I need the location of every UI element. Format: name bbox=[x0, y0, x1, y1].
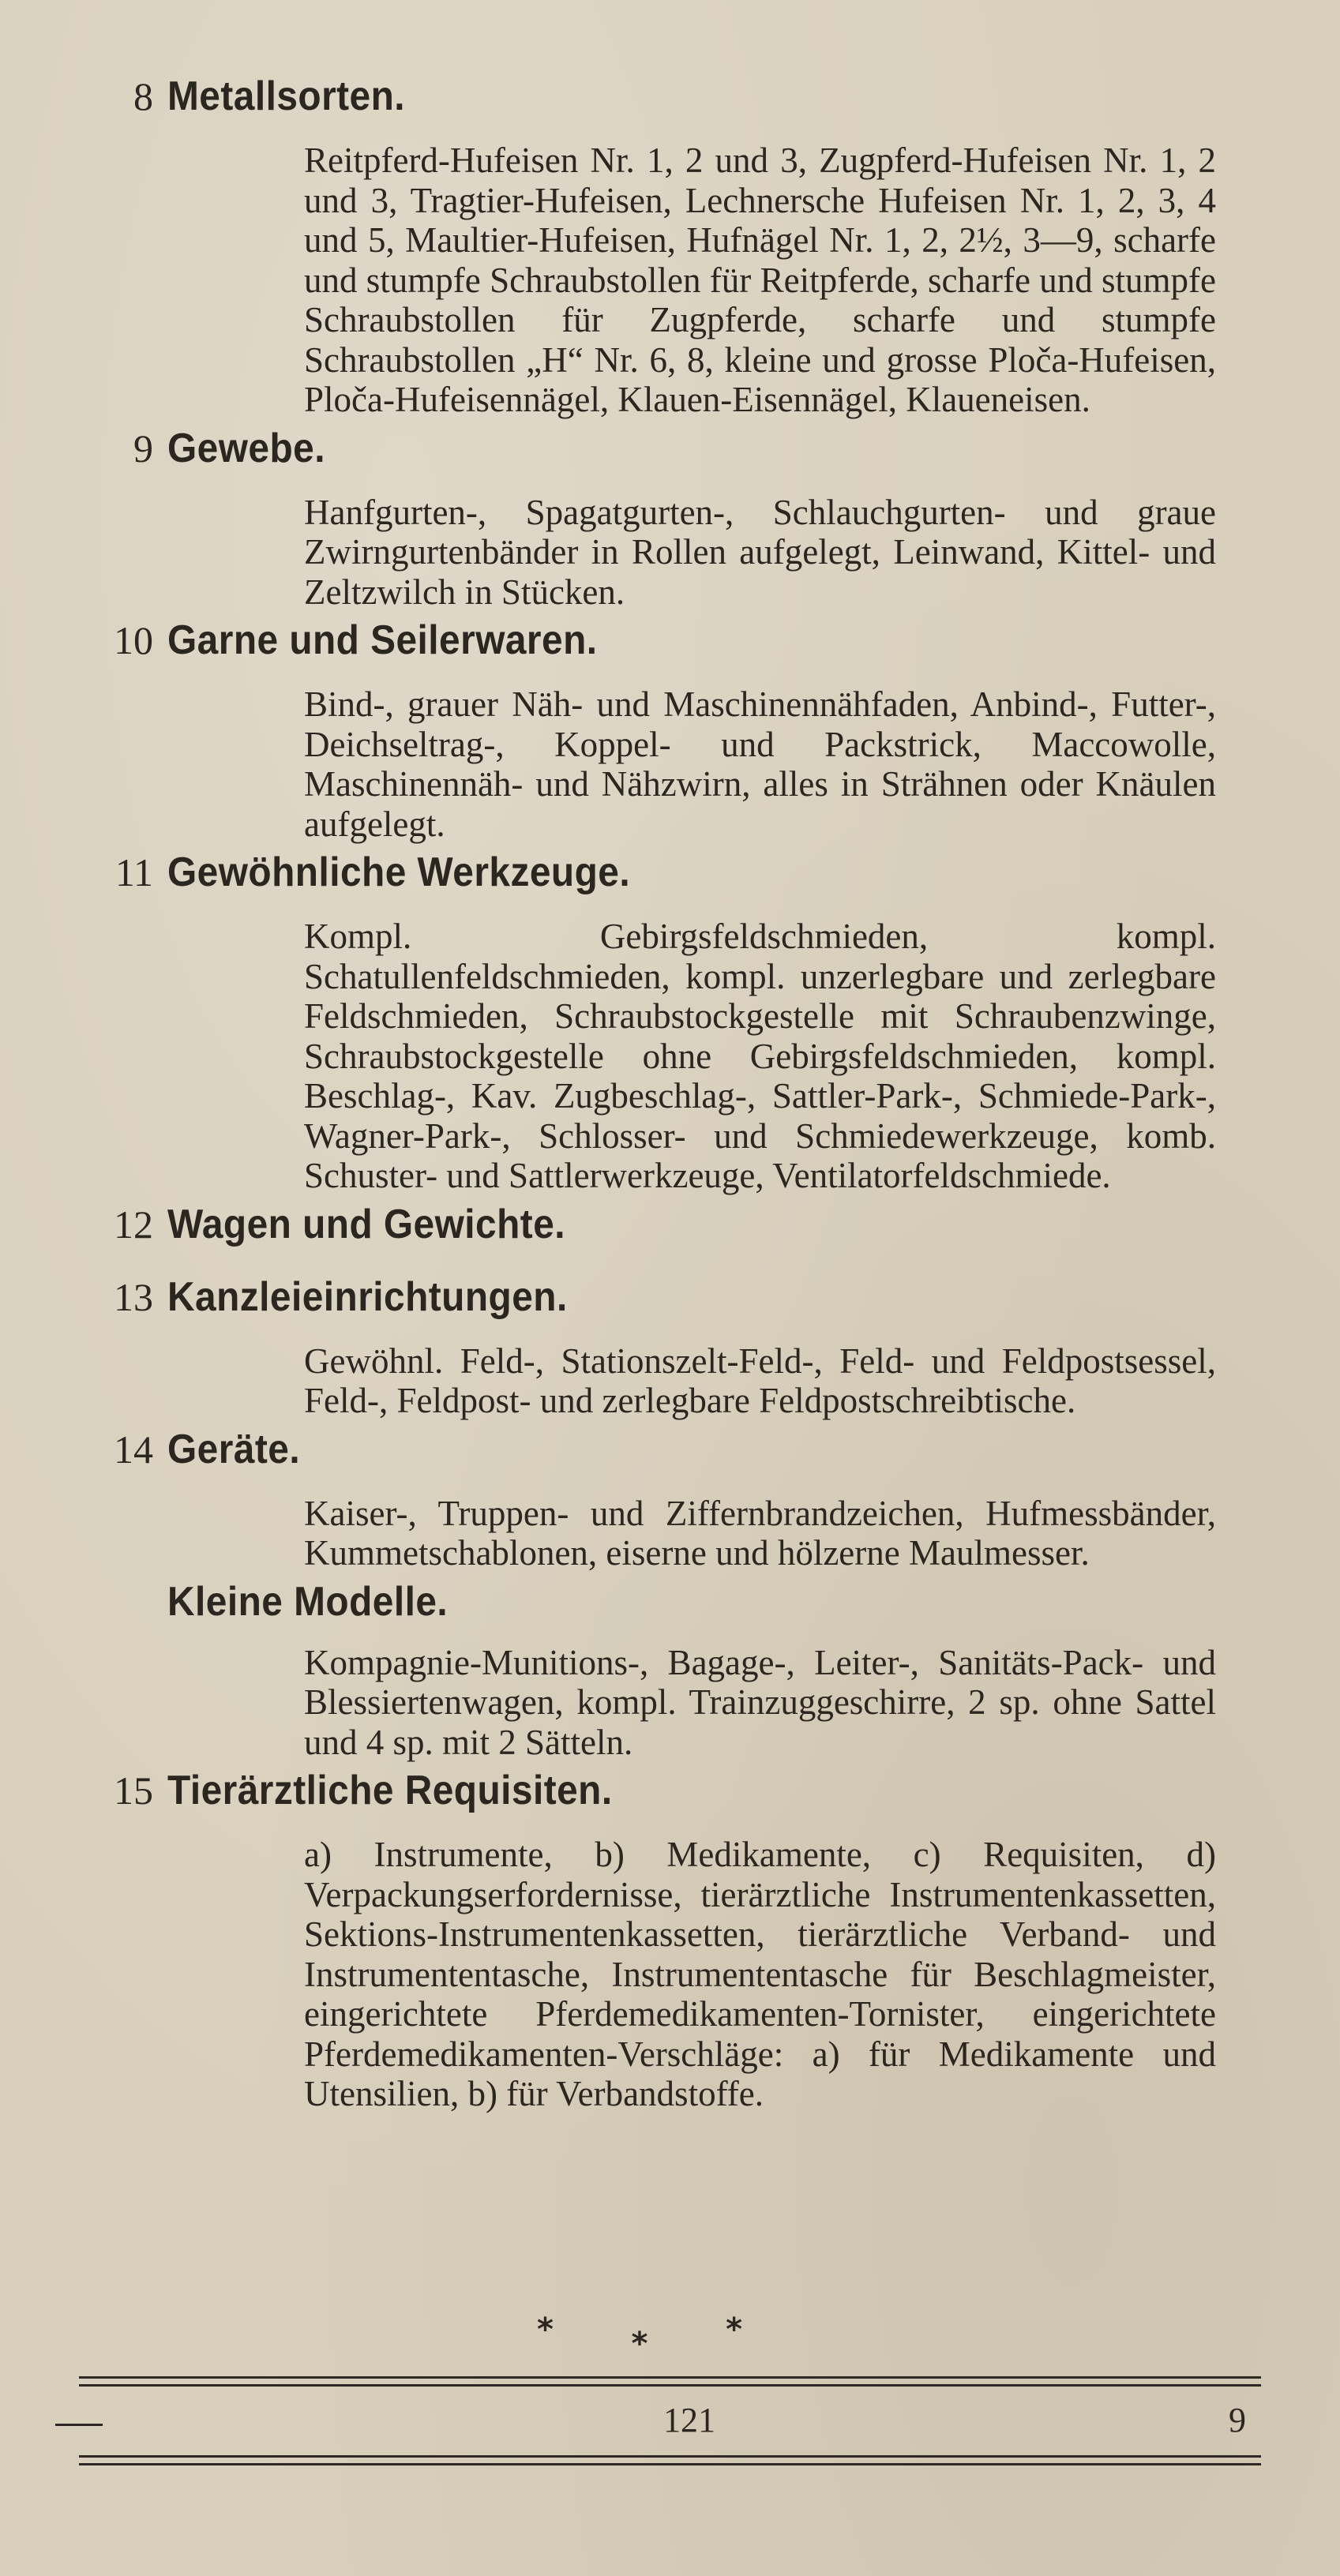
section-text: a) Instrumente, b) Medikamente, c) Requisiten, d) Verpackungserfordernisse, tierärztliche Instrumentenkassetten, Sektions-Instrumentenkassetten, tierärztliche Verband- und Instrumententasche, Instrumententasche für Beschlagmeister, eingerichtete Pferdemedikamenten-Tornister, eingerichtete Pferdemedikamenten-Verschläge: a) für Medikamente und Utensilien, b) für Verbandstoffe. bbox=[304, 1835, 1216, 2113]
page-footer bbox=[55, 2400, 1246, 2447]
footer-dash bbox=[55, 2424, 103, 2426]
section-title: Gewebe. bbox=[167, 425, 325, 471]
section-8 bbox=[79, 73, 1216, 420]
subsection-title: Kleine Modelle. bbox=[167, 1578, 449, 1625]
asterism-ornament bbox=[537, 2312, 742, 2362]
section-heading bbox=[79, 1273, 1216, 1346]
subsection-text: Kompagnie-Munitions-, Bagage-, Leiter-, Sanitäts-Pack- und Blessiertenwagen, kompl. Trainzuggeschirre, 2 sp. ohne Sattel und 4 sp. mit 2 Sätteln. bbox=[304, 1642, 1216, 1762]
section-heading bbox=[79, 425, 1216, 497]
footer-rule-top-double bbox=[79, 2384, 1261, 2387]
section-10 bbox=[79, 617, 1216, 844]
section-title: Kanzleieinrichtungen. bbox=[167, 1273, 568, 1320]
section-heading bbox=[79, 617, 1216, 689]
section-number: 15 bbox=[114, 1768, 153, 1813]
section-15 bbox=[79, 1767, 1216, 2114]
section-number: 13 bbox=[114, 1274, 153, 1319]
section-heading bbox=[79, 1201, 1216, 1273]
section-title: Geräte. bbox=[167, 1426, 301, 1472]
section-heading bbox=[79, 1767, 1216, 1839]
section-heading bbox=[79, 73, 1216, 145]
section-heading bbox=[79, 849, 1216, 921]
section-title: Metallsorten. bbox=[167, 73, 406, 119]
section-13 bbox=[79, 1273, 1216, 1421]
section-12 bbox=[79, 1201, 1216, 1273]
subsection-heading bbox=[167, 1578, 1216, 1648]
section-number: 10 bbox=[114, 618, 153, 662]
section-9 bbox=[79, 425, 1216, 613]
section-11 bbox=[79, 849, 1216, 1196]
section-text: Hanfgurten-, Spagatgurten-, Schlauchgurten- und graue Zwirngurtenbänder in Rollen aufgelegt, Leinwand, Kittel- und Zeltzwilch in Stücken. bbox=[304, 492, 1216, 612]
section-list bbox=[79, 73, 1216, 2119]
signature-mark: 9 bbox=[1229, 2401, 1246, 2439]
section-title: Gewöhnliche Werkzeuge. bbox=[167, 849, 631, 895]
ornament-star: * bbox=[537, 2312, 554, 2348]
section-title: Tierärztliche Requisiten. bbox=[167, 1768, 613, 1813]
section-number: 9 bbox=[133, 426, 153, 471]
ornament-star: * bbox=[726, 2312, 742, 2348]
footer-rule-top bbox=[79, 2376, 1261, 2379]
section-text: Bind-, grauer Näh- und Maschinennähfaden, Anbind-, Futter-, Deichseltrag-, Koppel- und Packstrick, Maccowolle, Maschinennäh- und Nähzwirn, alles in Strähnen oder Knäulen aufgelegt. bbox=[304, 684, 1216, 844]
page-number: 121 bbox=[663, 2401, 715, 2439]
section-title: Garne und Seilerwaren. bbox=[167, 617, 598, 663]
ornament-star: * bbox=[631, 2326, 648, 2362]
section-title: Wagen und Gewichte. bbox=[167, 1201, 566, 1247]
section-number: 8 bbox=[133, 74, 153, 118]
section-text: Reitpferd-Hufeisen Nr. 1, 2 und 3, Zugpferd-Hufeisen Nr. 1, 2 und 3, Tragtier-Hufeisen, Lechnersche Hufeisen Nr. 1, 2, 3, 4 und 5, Maultier-Hufeisen, Hufnägel Nr. 1, 2, 2½, 3—9, scharfe und stumpfe Schraubstollen für Reitpferde, scharfe und stumpfe Schraubstollen für Zugpferde, scharfe und stumpfe Schraubstollen „H“ Nr. 6, 8, kleine und grosse Ploča-Hufeisen, Ploča-Hufeisennägel, Klauen-Eisennägel, Klaueneisen. bbox=[304, 141, 1216, 419]
section-number: 14 bbox=[114, 1427, 153, 1472]
section-text: Gewöhnl. Feld-, Stationszelt-Feld-, Feld- und Feldpostsessel, Feld-, Feldpost- und zerlegbare Feldpostschreibtische. bbox=[304, 1340, 1216, 1420]
section-text: Kompl. Gebirgsfeldschmieden, kompl. Schatullenfeldschmieden, kompl. unzerlegbare und zerlegbare Feldschmieden, Schraubstockgestelle mit Schraubenzwinge, Schraubstockgestelle ohne Gebirgsfeldschmieden, kompl. Beschlag-, Kav. Zugbeschlag-, Sattler-Park-, Schmiede-Park-, Wagner-Park-, Schlosser- und Schmiedewerkzeuge, komb. Schuster- und Sattlerwerkzeuge, Ventilatorfeldschmiede. bbox=[304, 917, 1216, 1195]
subsection-kleine-modelle bbox=[79, 1578, 1216, 1763]
section-number: 12 bbox=[114, 1202, 153, 1247]
section-number: 11 bbox=[114, 850, 153, 894]
section-heading bbox=[79, 1426, 1216, 1498]
section-14 bbox=[79, 1426, 1216, 1573]
section-text: Kaiser-, Truppen- und Ziffernbrandzeichen, Hufmessbänder, Kummetschablonen, eiserne und hölzerne Maulmesser. bbox=[304, 1493, 1216, 1573]
footer-rule-bottom bbox=[79, 2455, 1261, 2458]
footer-rule-bottom-double bbox=[79, 2463, 1261, 2465]
